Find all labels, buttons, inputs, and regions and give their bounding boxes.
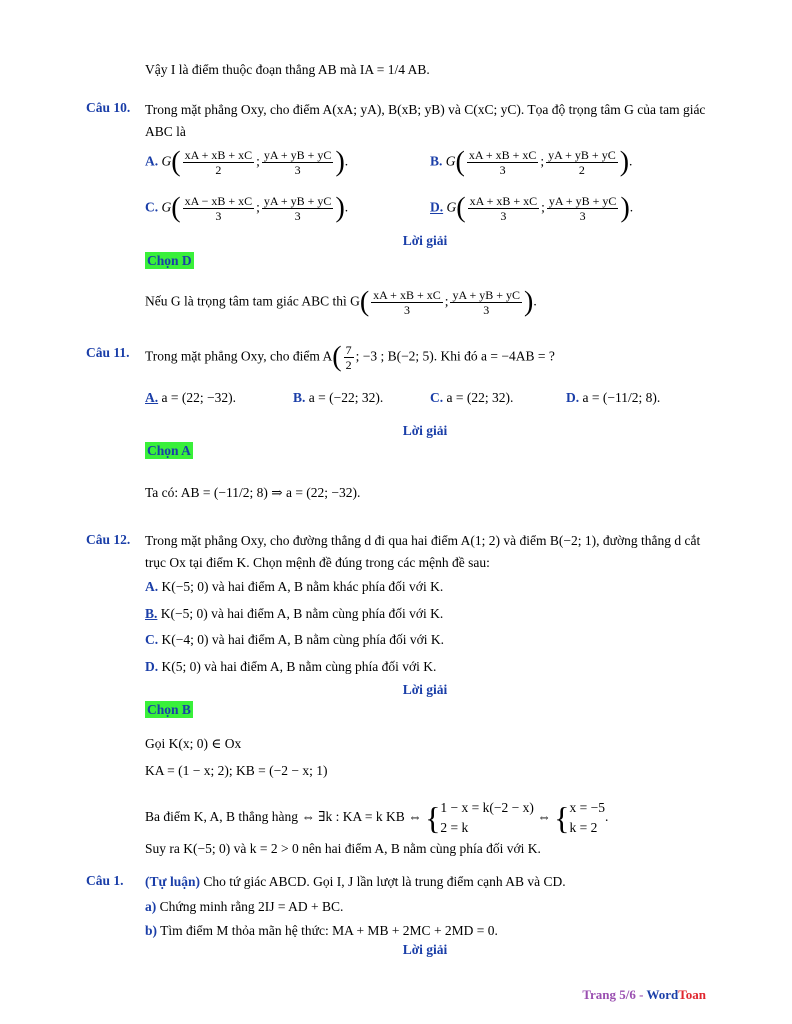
q10-option-d-letter: D. — [430, 199, 444, 215]
footer-toan: Toan — [678, 987, 706, 1002]
q10-option-c-letter: C. — [145, 199, 159, 215]
frac-num: yA + yB + yC — [263, 148, 332, 162]
q11-option-d-letter: D. — [566, 390, 580, 405]
q10-loigiai: Lời giải — [402, 233, 448, 248]
q12-step-3-text: Ba điểm K, A, B thẳng hàng ⇔ ∃k : KA = k KB ⇔ — [145, 809, 422, 825]
frac-den: 3 — [500, 209, 507, 223]
q11-option-c-letter: C. — [430, 390, 444, 405]
q12-option-b-letter: B. — [145, 606, 158, 621]
q12-option-a-letter: A. — [145, 579, 159, 594]
q11-option-d[interactable] — [566, 387, 660, 409]
frac-num: 7 — [345, 343, 352, 357]
q1-part-a-label: a) — [145, 899, 157, 914]
q12-option-c-letter: C. — [145, 632, 159, 647]
q11-label: Câu 11. — [86, 345, 130, 360]
frac-den: 2 — [345, 358, 352, 372]
q11-option-b-letter: B. — [293, 390, 306, 405]
footer-page: Trang 5/6 - — [582, 987, 647, 1002]
q1-loigiai: Lời giải — [402, 942, 448, 957]
q10-label: Câu 10. — [86, 100, 131, 115]
q12-option-b-value: K(−5; 0) và hai điểm A, B nằm cùng phía đối với K. — [160, 606, 444, 621]
q11-text: Trong mặt phẳng Oxy, cho điểm A( $\frac{7}{2}$ ; −3 ; B(−2; 5). Khi đó a = −4AB = ? — [145, 341, 555, 373]
q12-step-3: Ba điểm K, A, B thẳng hàng ⇔ ∃k : KA = k KB ⇔ { 1 − x = k(−2 − x) 2 = k ⇔ { x = −5 k = 2 . — [145, 800, 609, 836]
brace-icon: { — [554, 800, 570, 836]
intro-line: Vậy I là điểm thuộc đoạn thẳng AB mà IA = 1/4 AB. — [145, 62, 430, 77]
q1-text — [145, 871, 566, 893]
q12-loigiai: Lời giải — [402, 682, 448, 697]
q10-option-d[interactable]: D. G( $\frac{xA + xB + xC}{3}$ ; $\frac{yA + yB + yC}{3}$ ). — [430, 192, 634, 224]
q1-label: Câu 1. — [86, 873, 124, 888]
q10-option-b-letter: B. — [430, 153, 443, 169]
q11-option-a-value: a = (22; −32). — [161, 390, 236, 405]
q1-part-b-label: b) — [145, 923, 158, 938]
frac-num: yA + yB + yC — [548, 194, 617, 208]
frac-num: xA + xB + xC — [373, 288, 441, 302]
q11-loigiai: Lời giải — [402, 423, 448, 438]
q10-option-c[interactable]: C. G( $\frac{xA - xB + xC}{3}$ ; $\frac{yA + yB + yC}{3}$ ). — [145, 192, 349, 224]
frac-num: yA + yB + yC — [263, 194, 332, 208]
frac-den: 3 — [294, 209, 301, 223]
q11-option-c[interactable] — [430, 387, 513, 409]
frac-num: xA + xB + xC — [469, 194, 538, 208]
q12-option-d-letter: D. — [145, 659, 159, 674]
q11-option-c-value: a = (22; 32). — [446, 390, 514, 405]
q10-text: Trong mặt phẳng Oxy, cho điểm A(xA; yA), B(xB; yB) và C(xC; yC). Tọa độ trọng tâm G của tam giác ABC là — [145, 102, 706, 139]
q10-solution-text: Nếu G là trọng tâm tam giác ABC thì G — [145, 293, 360, 309]
q10-option-a-letter: A. — [145, 153, 159, 169]
q12-option-d-value: K(5; 0) và hai điểm A, B nằm cùng phía đối với K. — [161, 659, 437, 674]
q1-part-b — [145, 920, 498, 942]
system-1-row-1: 1 − x = k(−2 − x) — [440, 800, 534, 815]
frac-den: 3 — [499, 163, 506, 177]
q11-text-a: Trong mặt phẳng Oxy, cho điểm A — [145, 348, 333, 364]
frac-den: 3 — [483, 303, 490, 317]
q1-tag: (Tự luận) — [145, 874, 200, 889]
q12-option-b[interactable] — [145, 603, 443, 625]
q10-option-a[interactable]: A. G( $\frac{xA + xB + xC}{2}$ ; $\frac{yA + yB + yC}{3}$ ). — [145, 146, 349, 178]
page-footer — [582, 987, 706, 1003]
q1-part-b-text: Tìm điểm M thỏa mãn hệ thức: MA + MB + 2MC + 2MD = 0. — [160, 923, 498, 938]
footer-word: Word — [646, 987, 679, 1002]
frac-den: 3 — [215, 209, 222, 223]
q1-text-body: Cho tứ giác ABCD. Gọi I, J lần lượt là trung điểm cạnh AB và CD. — [203, 874, 566, 889]
q11-option-a[interactable] — [145, 387, 236, 409]
frac-den: 3 — [294, 163, 301, 177]
q12-option-c-value: K(−4; 0) và hai điểm A, B nằm cùng phía đối với K. — [161, 632, 444, 647]
system-2-row-2: k = 2 — [569, 820, 598, 835]
frac-den: 3 — [403, 303, 410, 317]
q10-option-b[interactable]: B. G( $\frac{xA + xB + xC}{3}$ ; $\frac{yA + yB + yC}{2}$ ). — [430, 146, 633, 178]
frac-den: 2 — [215, 163, 222, 177]
frac-num: yA + yB + yC — [452, 288, 521, 302]
frac-den: 2 — [578, 163, 585, 177]
q12-chon: Chọn B — [147, 702, 191, 717]
q10-chon: Chọn D — [147, 253, 192, 268]
q1-part-a-text: Chứng minh rằng 2IJ = AD + BC. — [159, 899, 344, 914]
frac-num: xA − xB + xC — [184, 194, 253, 208]
frac-num: xA + xB + xC — [468, 148, 537, 162]
q11-option-b[interactable] — [293, 387, 383, 409]
q1-part-a — [145, 896, 343, 918]
q11-solution: Ta có: AB = (−11/2; 8) ⇒ a = (22; −32). — [145, 485, 361, 500]
q12-option-a-value: K(−5; 0) và hai điểm A, B nằm khác phía đối với K. — [161, 579, 444, 594]
q11-option-d-value: a = (−11/2; 8). — [582, 390, 661, 405]
q12-option-c[interactable] — [145, 629, 444, 651]
q12-option-d[interactable] — [145, 656, 436, 678]
q11-chon: Chọn A — [147, 443, 191, 458]
q10-solution: Nếu G là trọng tâm tam giác ABC thì G( $\frac{xA + xB + xC}{3}$ ; $\frac{yA + yB + yC}{3}$ ). — [145, 286, 537, 318]
frac-num: yA + yB + yC — [548, 148, 616, 162]
q12-label: Câu 12. — [86, 532, 131, 547]
q11-text-b: ; −3 ; B(−2; 5). Khi đó a = −4AB = ? — [355, 348, 555, 364]
brace-icon: { — [425, 800, 441, 836]
q11-option-a-letter: A. — [145, 390, 159, 405]
frac-num: xA + xB + xC — [184, 148, 253, 162]
q11-option-b-value: a = (−22; 32). — [308, 390, 384, 405]
q12-step-1: Gọi K(x; 0) ∈ Ox — [145, 736, 242, 751]
q12-step-2: KA = (1 − x; 2); KB = (−2 − x; 1) — [145, 763, 328, 778]
q12-option-a[interactable] — [145, 576, 443, 598]
frac-den: 3 — [579, 209, 586, 223]
system-2-row-1: x = −5 — [569, 800, 605, 815]
system-1-row-2: 2 = k — [440, 820, 469, 835]
q12-step-4: Suy ra K(−5; 0) và k = 2 > 0 nên hai điểm A, B nằm cùng phía đối với K. — [145, 841, 541, 856]
q12-text: Trong mặt phẳng Oxy, cho đường thẳng d đi qua hai điểm A(1; 2) và điểm B(−2; 1), đường thẳng d cắt trục Ox tại điểm K. Chọn mệnh đề đúng trong các mệnh đề sau: — [145, 533, 701, 570]
